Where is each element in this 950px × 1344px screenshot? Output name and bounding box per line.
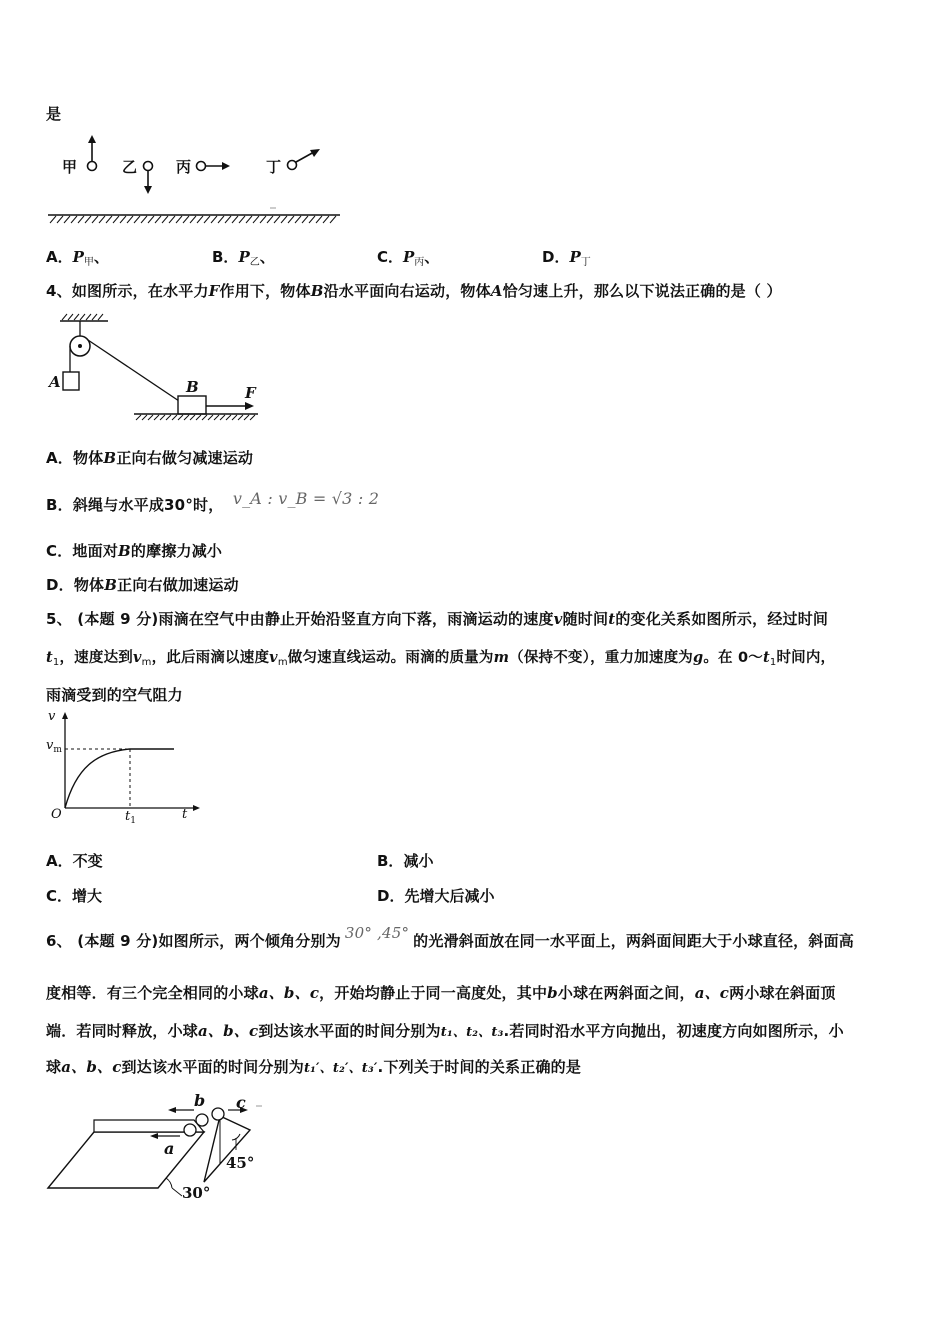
q5-stem-line1: 5、 (本题 9 分)雨滴在空气中由静止开始沿竖直方向下落，雨滴运动的速度v随时间t的变化关系如图所示，经过时间 [46,610,829,628]
q5-option-d[interactable]: D．先增大后减小 [377,887,495,905]
ball-jia [88,162,97,171]
label-block-b: B [186,378,199,396]
axis-label-t: t [182,807,188,822]
velocity-ratio: v_A : v_B = √3 : 2 [232,489,380,508]
tick-label-vm: $v_m$ [46,738,62,755]
y-axis-arrow-icon [62,712,68,719]
x-axis-arrow-icon [193,805,200,811]
q4-option-a[interactable]: A．物体B正向右做匀减速运动 [46,449,254,467]
q5-option-c[interactable]: C．增大 [46,887,103,905]
label-c: c [236,1093,246,1112]
velocity-curve [65,749,174,808]
origin-label: O [51,807,62,822]
angle-45-label: 45° [226,1154,255,1172]
label-block-a: A [49,373,61,391]
incline-30 [48,1132,204,1188]
q6-stem-line2: 度相等．有三个完全相同的小球a、b、c，开始均静止于同一高度处，其中b小球在两斜面之间，a、c两小球在斜面顶 [46,984,836,1002]
ball-b [196,1114,208,1126]
label-bing: 丙 [176,158,192,176]
q4-option-c[interactable]: C．地面对B的摩擦力减小 [46,542,223,560]
ball-yi [144,162,153,171]
q6-figure [44,1088,274,1210]
angles: 30° ,45° [344,924,410,942]
arrow-b-icon [168,1107,176,1113]
q5-stem-line3: 雨滴受到的空气阻力 [46,686,183,704]
q5-vt-graph [44,706,214,826]
q6-stem-line3: 端．若同时释放，小球a、b、c到达该水平面的时间分别为t₁、t₂、t₃.若同时沿水平方向抛出，初速度方向如图所示，小 [46,1022,844,1040]
force-arrow-icon [245,402,254,410]
q3-option-a[interactable]: A．$P_甲$、 [46,248,109,268]
q6-stem-line1: 6、 (本题 9 分)如图所示，两个倾角分别为 30° ,45° 的光滑斜面放在同一水平面上，两斜面间距大于小球直径，斜面高 [46,924,854,950]
q4-figure [46,310,276,428]
label-force-f: F [245,384,256,402]
label-ding: 丁 [266,158,282,176]
angle-30-label: 30° [182,1184,211,1202]
arrow-up-icon [88,135,96,143]
block-a [63,372,79,390]
axis-label-v: v [48,709,56,724]
label-jia: 甲 [62,158,78,176]
ball-ding [288,161,297,170]
arrow-right-icon [222,162,230,170]
q5-option-a[interactable]: A．不变 [46,852,103,870]
q3-option-d[interactable]: D．$P_丁$ [542,248,591,268]
ball-a [184,1124,196,1136]
q4-option-b[interactable]: B．斜绳与水平成30°时， v_A : v_B = √3 : 2 [46,489,380,514]
block-b [178,396,206,414]
q5-stem-line2: $t_1$，速度达到$v_m$，此后雨滴以速度$v_m$做匀速直线运动。雨滴的质量为m（保持不变），重力加速度为g。在 $0\sim t_1$时间内， [46,649,836,668]
ball-c [212,1108,224,1120]
label-a: a [164,1139,175,1158]
label-yi: 乙 [122,158,138,176]
q6-stem-line4: 球a、b、c到达该水平面的时间分别为t₁′、t₂′、t₃′.下列关于时间的关系正确的是 [46,1058,582,1076]
arrow-down-icon [144,186,152,194]
q5-option-b[interactable]: B．减小 [377,852,434,870]
q3-option-b[interactable]: B．$P_乙$、 [212,248,275,268]
ball-bing [197,162,206,171]
label-b: b [194,1091,206,1110]
q4-option-d[interactable]: D．物体B正向右做加速运动 [46,576,239,594]
q3-figure [44,130,354,226]
q3-option-c[interactable]: C．$P_丙$、 [377,248,440,268]
q3-tail: 是 [46,105,62,123]
tick-label-t1: $t_1$ [125,809,136,826]
incline-45 [204,1116,250,1182]
q4-stem: 4、如图所示，在水平力F作用下，物体B沿水平面向右运动，物体A恰匀速上升，那么以下说法正确的是（ ） [46,282,782,300]
